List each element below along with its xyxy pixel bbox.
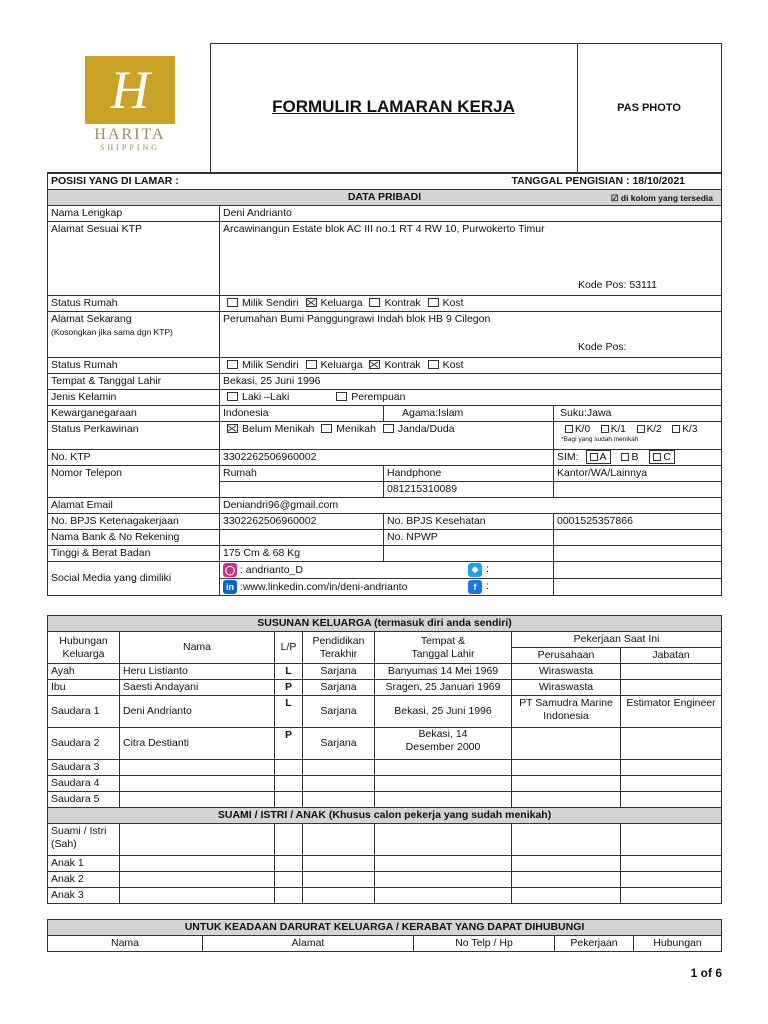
logo-mark: H	[85, 56, 175, 124]
sim-b-label: B	[631, 451, 639, 463]
table-row	[48, 888, 722, 904]
position-cell[interactable]	[621, 888, 722, 904]
checked-box-icon: ☑	[610, 193, 619, 203]
birth-cell[interactable]	[375, 856, 512, 872]
table-row	[48, 856, 722, 872]
current-postcode: Kode Pos:	[578, 341, 627, 353]
logo-company-name: HARITA	[94, 125, 166, 143]
handphone-label: Handphone	[384, 466, 554, 482]
sim-b-checkbox[interactable]	[621, 453, 629, 461]
header-table	[47, 43, 722, 173]
family-name-header: Nama	[120, 632, 275, 664]
female-label: Perempuan	[351, 391, 406, 403]
bank-value[interactable]	[220, 530, 384, 546]
current-address-label-cell	[48, 312, 220, 358]
k0-label: K/0	[575, 424, 591, 435]
linkedin-cell[interactable]	[220, 579, 554, 596]
instagram-cell[interactable]	[220, 562, 554, 579]
twitter-cell[interactable]	[470, 562, 722, 579]
company-cell[interactable]	[512, 872, 621, 888]
relation-cell: Ibu	[48, 680, 120, 696]
dependents-options	[554, 422, 722, 450]
name-cell[interactable]: Saesti Andayani	[120, 680, 275, 696]
logo-cell	[47, 44, 210, 173]
npwp-label: No. NPWP	[384, 530, 554, 546]
birth-cell[interactable]	[375, 824, 512, 856]
birth-cell[interactable]: Bekasi, 14 Desember 2000	[375, 728, 512, 760]
current-address-value: Perumahan Bumi Panggungrawi Indah blok HB 9 Cilegon	[223, 313, 491, 325]
height-weight-extra2[interactable]	[554, 546, 722, 562]
twitter-handle: :	[486, 563, 489, 575]
position-applied-label: POSISI YANG DI LAMAR :	[48, 174, 384, 190]
name-cell[interactable]	[120, 824, 275, 856]
birth-cell[interactable]	[375, 872, 512, 888]
emergency-phone-header: No Telp / Hp	[414, 936, 555, 952]
bpjs-employment-label: No. BPJS Ketenagakerjaan	[48, 514, 220, 530]
birth-cell[interactable]: Bekasi, 25 Juni 1996	[375, 696, 512, 728]
name-cell[interactable]: Heru Listianto	[120, 664, 275, 680]
table-row	[48, 696, 722, 728]
current-address-note: (Kosongkan jika sama dgn KTP)	[51, 327, 173, 337]
marital-options	[220, 422, 554, 450]
ktp-address-field[interactable]	[220, 222, 722, 296]
full-name-value[interactable]: Deni Andrianto	[220, 206, 722, 222]
family-house2-checkbox[interactable]	[306, 360, 317, 369]
k1-label: K/1	[610, 424, 626, 435]
lp-cell[interactable]	[275, 792, 303, 808]
company-logo	[65, 54, 195, 164]
male-checkbox[interactable]	[227, 392, 238, 401]
emergency-relation-header: Hubungan	[634, 936, 722, 952]
birth-cell[interactable]	[375, 760, 512, 776]
ktp-number-value[interactable]: 3302262506960002	[220, 450, 554, 466]
birth-cell[interactable]: Banyumas 14 Mei 1969	[375, 664, 512, 680]
height-weight-extra[interactable]	[384, 546, 554, 562]
name-cell[interactable]	[120, 856, 275, 872]
emergency-section-title: UNTUK KEADAAN DARURAT KELUARGA / KERABAT YANG DAPAT DIHUBUNGI	[48, 920, 722, 936]
family-job-header: Pekerjaan Saat Ini	[512, 632, 722, 648]
twitter-icon: ❖	[468, 563, 482, 577]
page-number: 1 of 6	[690, 966, 722, 980]
name-cell[interactable]: Deni Andrianto	[120, 696, 275, 728]
religion-value[interactable]: Agama:Islam	[384, 406, 554, 422]
instagram-handle: : andrianto_D	[239, 563, 303, 576]
height-weight-label: Tinggi & Berat Badan	[48, 546, 220, 562]
birth-value[interactable]: Bekasi, 25 Juni 1996	[220, 374, 722, 390]
boarding-checkbox[interactable]	[428, 298, 439, 307]
dependents-note: *Bagi yang sudah menikah	[561, 436, 639, 443]
education-cell[interactable]	[303, 856, 375, 872]
email-label: Alamat Email	[48, 498, 220, 514]
position-cell[interactable]: Estimator Engineer	[621, 696, 722, 728]
social-media-label: Social Media yang dimiliki	[48, 562, 220, 596]
relation-cell: Saudara 1	[48, 696, 120, 728]
company-cell[interactable]: Wiraswasta	[512, 680, 621, 696]
female-checkbox[interactable]	[336, 392, 347, 401]
boarding2-checkbox[interactable]	[428, 360, 439, 369]
married-checkbox[interactable]	[321, 424, 332, 433]
ktp-address-value: Arcawinangun Estate blok AC III no.1 RT 4 RW 10, Purwokerto Timur	[223, 223, 545, 235]
married-label: Menikah	[336, 423, 376, 435]
family-education-header: Pendidikan Terakhir	[303, 632, 375, 664]
citizenship-value[interactable]: Indonesia	[220, 406, 384, 422]
pas-photo-label: PAS PHOTO	[617, 101, 681, 114]
ktp-number-label: No. KTP	[48, 450, 220, 466]
personal-data-section-title	[48, 190, 722, 206]
position-cell[interactable]	[621, 664, 722, 680]
house-status2-label: Status Rumah	[48, 358, 220, 374]
sim-a-option[interactable]: A	[586, 450, 611, 464]
education-cell[interactable]: Sarjana	[303, 696, 375, 728]
lp-cell[interactable]: L	[275, 696, 303, 728]
current-address-label: Alamat Sekarang	[51, 313, 132, 325]
family-lp-header: L/P	[275, 632, 303, 664]
bpjs-employment-value[interactable]: 3302262506960002	[220, 514, 384, 530]
relation-cell: Anak 1	[48, 856, 120, 872]
own-house-checkbox[interactable]	[227, 298, 238, 307]
house-status2-options	[220, 358, 722, 374]
education-cell[interactable]	[303, 776, 375, 792]
facebook-cell[interactable]	[473, 579, 722, 596]
boarding2-label: Kost	[442, 359, 464, 371]
k3-label: K/3	[682, 424, 698, 435]
family-house2-label: Keluarga	[320, 359, 363, 371]
family-birth-header: Tempat & Tanggal Lahir	[375, 632, 512, 664]
family-position-header: Jabatan	[621, 648, 722, 664]
relation-cell: Anak 2	[48, 872, 120, 888]
family-table	[47, 615, 722, 904]
name-cell[interactable]	[120, 776, 275, 792]
office-phone-value[interactable]	[554, 482, 722, 498]
marital-label: Status Perkawinan	[48, 422, 220, 450]
widowed-label: Janda/Duda	[397, 423, 455, 435]
home-phone-label: Rumah	[220, 466, 384, 482]
k2-label: K/2	[646, 424, 662, 435]
education-cell[interactable]	[303, 872, 375, 888]
facebook-handle: :	[486, 580, 489, 592]
lp-cell[interactable]	[275, 824, 303, 856]
ktp-postcode: Kode Pos: 53111	[578, 279, 658, 291]
lp-cell[interactable]	[275, 776, 303, 792]
full-name-label: Nama Lengkap	[48, 206, 220, 222]
k2-checkbox[interactable]	[637, 425, 645, 433]
emergency-job-header: Pekerjaan	[555, 936, 634, 952]
position-cell[interactable]	[621, 776, 722, 792]
company-cell[interactable]	[512, 888, 621, 904]
company-cell[interactable]	[512, 856, 621, 872]
name-cell[interactable]	[120, 888, 275, 904]
rent-checkbox[interactable]	[369, 298, 380, 307]
personal-data-heading: DATA PRIBADI	[347, 191, 422, 203]
position-cell[interactable]	[621, 792, 722, 808]
position-cell[interactable]	[621, 760, 722, 776]
lp-cell[interactable]: P	[275, 680, 303, 696]
phone-label: Nomor Telepon	[48, 466, 220, 498]
boarding-label: Kost	[442, 297, 464, 309]
education-cell[interactable]	[303, 760, 375, 776]
single-label: Belum Menikah	[242, 423, 315, 435]
table-row	[48, 728, 722, 760]
emergency-name-header: Nama	[48, 936, 203, 952]
birth-label: Tempat & Tanggal Lahir	[48, 374, 220, 390]
lp-cell[interactable]	[275, 760, 303, 776]
education-cell[interactable]: Sarjana	[303, 664, 375, 680]
name-cell[interactable]: Citra Destianti	[120, 728, 275, 760]
relation-cell: Ayah	[48, 664, 120, 680]
company-cell[interactable]	[512, 760, 621, 776]
male-label: Laki –Laki	[242, 391, 290, 403]
house-status-options	[220, 296, 722, 312]
bpjs-health-label: No. BPJS Kesehatan	[384, 514, 554, 530]
relation-cell: Saudara 3	[48, 760, 120, 776]
office-phone-label: Kantor/WA/Lainnya	[554, 466, 722, 482]
education-cell[interactable]	[303, 824, 375, 856]
family-relation-header: Hubungan Keluarga	[48, 632, 120, 664]
bank-label: Nama Bank & No Rekening	[48, 530, 220, 546]
rent2-label: Kontrak	[384, 359, 421, 371]
own-house2-checkbox[interactable]	[227, 360, 238, 369]
birth-cell[interactable]	[375, 888, 512, 904]
education-cell[interactable]	[303, 792, 375, 808]
position-cell[interactable]	[621, 728, 722, 760]
lp-cell[interactable]	[275, 856, 303, 872]
ethnicity-value[interactable]: Suku:Jawa	[554, 406, 722, 422]
ktp-address-label: Alamat Sesuai KTP	[48, 222, 220, 296]
house-status-label: Status Rumah	[48, 296, 220, 312]
instagram-icon: ◯	[224, 565, 236, 575]
citizenship-label: Kewarganegaraan	[48, 406, 220, 422]
relation-cell: Anak 3	[48, 888, 120, 904]
position-cell[interactable]	[621, 856, 722, 872]
table-row	[48, 680, 722, 696]
table-row	[48, 760, 722, 776]
sim-label: SIM:	[557, 451, 579, 463]
lp-cell[interactable]: P	[275, 728, 303, 760]
company-cell[interactable]	[512, 792, 621, 808]
linkedin-icon: in	[223, 580, 237, 594]
relation-cell: Saudara 5	[48, 792, 120, 808]
lp-cell[interactable]: L	[275, 664, 303, 680]
position-cell[interactable]	[621, 824, 722, 856]
own-house-label: Milik Sendiri	[242, 297, 299, 309]
pas-photo-box[interactable]	[577, 44, 721, 173]
logo-company-sub: SHIPPING	[99, 142, 160, 152]
education-cell[interactable]	[303, 888, 375, 904]
sim-options	[554, 450, 722, 466]
company-cell[interactable]: PT Samudra Marine Indonesia	[512, 696, 621, 728]
gender-options	[220, 390, 722, 406]
email-value[interactable]: Deniandri96@gmail.com	[220, 498, 722, 514]
table-row	[48, 872, 722, 888]
bpjs-health-value[interactable]: 0001525357866	[554, 514, 722, 530]
personal-data-table	[47, 173, 722, 596]
birth-cell[interactable]: Sragen, 25 Januari 1969	[375, 680, 512, 696]
linkedin-handle: :www.linkedin.com/in/deni-andrianto	[239, 580, 408, 593]
position-cell[interactable]	[621, 680, 722, 696]
company-cell[interactable]	[512, 728, 621, 760]
facebook-icon: f	[468, 580, 482, 594]
sim-c-option[interactable]: C	[649, 450, 675, 464]
gender-label: Jenis Kelamin	[48, 390, 220, 406]
handphone-value[interactable]: 081215310089	[384, 482, 554, 498]
form-title: FORMULIR LAMARAN KERJA	[272, 97, 515, 116]
spouse-section-title: SUAMI / ISTRI / ANAK (Khusus calon pekerja yang sudah menikah)	[48, 808, 722, 824]
company-cell[interactable]	[512, 824, 621, 856]
birth-cell[interactable]	[375, 792, 512, 808]
own-house2-label: Milik Sendiri	[242, 359, 299, 371]
table-row	[48, 792, 722, 808]
table-row	[48, 776, 722, 792]
rent2-checkbox[interactable]	[369, 360, 380, 369]
company-cell[interactable]	[512, 776, 621, 792]
lp-cell[interactable]	[275, 888, 303, 904]
k1-checkbox[interactable]	[601, 425, 609, 433]
family-section-title: SUSUNAN KELUARGA (termasuk diri anda sendiri)	[48, 616, 722, 632]
position-cell[interactable]	[621, 872, 722, 888]
name-cell[interactable]	[120, 872, 275, 888]
education-cell[interactable]: Sarjana	[303, 680, 375, 696]
education-cell[interactable]: Sarjana	[303, 728, 375, 760]
single-checkbox[interactable]	[227, 424, 238, 433]
emergency-address-header: Alamat	[203, 936, 414, 952]
name-cell[interactable]	[120, 792, 275, 808]
home-phone-value[interactable]	[220, 482, 384, 498]
company-cell[interactable]: Wiraswasta	[512, 664, 621, 680]
check-hint: ☑ di kolom yang tersedia	[610, 193, 714, 203]
form-title-cell	[210, 44, 577, 173]
relation-cell: Suami / Istri (Sah)	[48, 824, 120, 856]
emergency-table	[47, 919, 722, 952]
lp-cell[interactable]	[275, 872, 303, 888]
table-row	[48, 664, 722, 680]
k3-checkbox[interactable]	[672, 425, 680, 433]
current-address-field[interactable]	[220, 312, 722, 358]
widowed-checkbox[interactable]	[383, 424, 394, 433]
name-cell[interactable]	[120, 760, 275, 776]
relation-cell: Saudara 4	[48, 776, 120, 792]
table-row	[48, 824, 722, 856]
height-weight-value[interactable]: 175 Cm & 68 Kg	[220, 546, 384, 562]
relation-cell: Saudara 2	[48, 728, 120, 760]
family-house-label: Keluarga	[320, 297, 363, 309]
rent-label: Kontrak	[384, 297, 421, 309]
birth-cell[interactable]	[375, 776, 512, 792]
fill-date-label: TANGGAL PENGISIAN : 18/10/2021	[384, 174, 722, 190]
family-house-checkbox[interactable]	[306, 298, 317, 307]
k0-checkbox[interactable]	[565, 425, 573, 433]
npwp-value[interactable]	[554, 530, 722, 546]
family-company-header: Perusahaan	[512, 648, 621, 664]
